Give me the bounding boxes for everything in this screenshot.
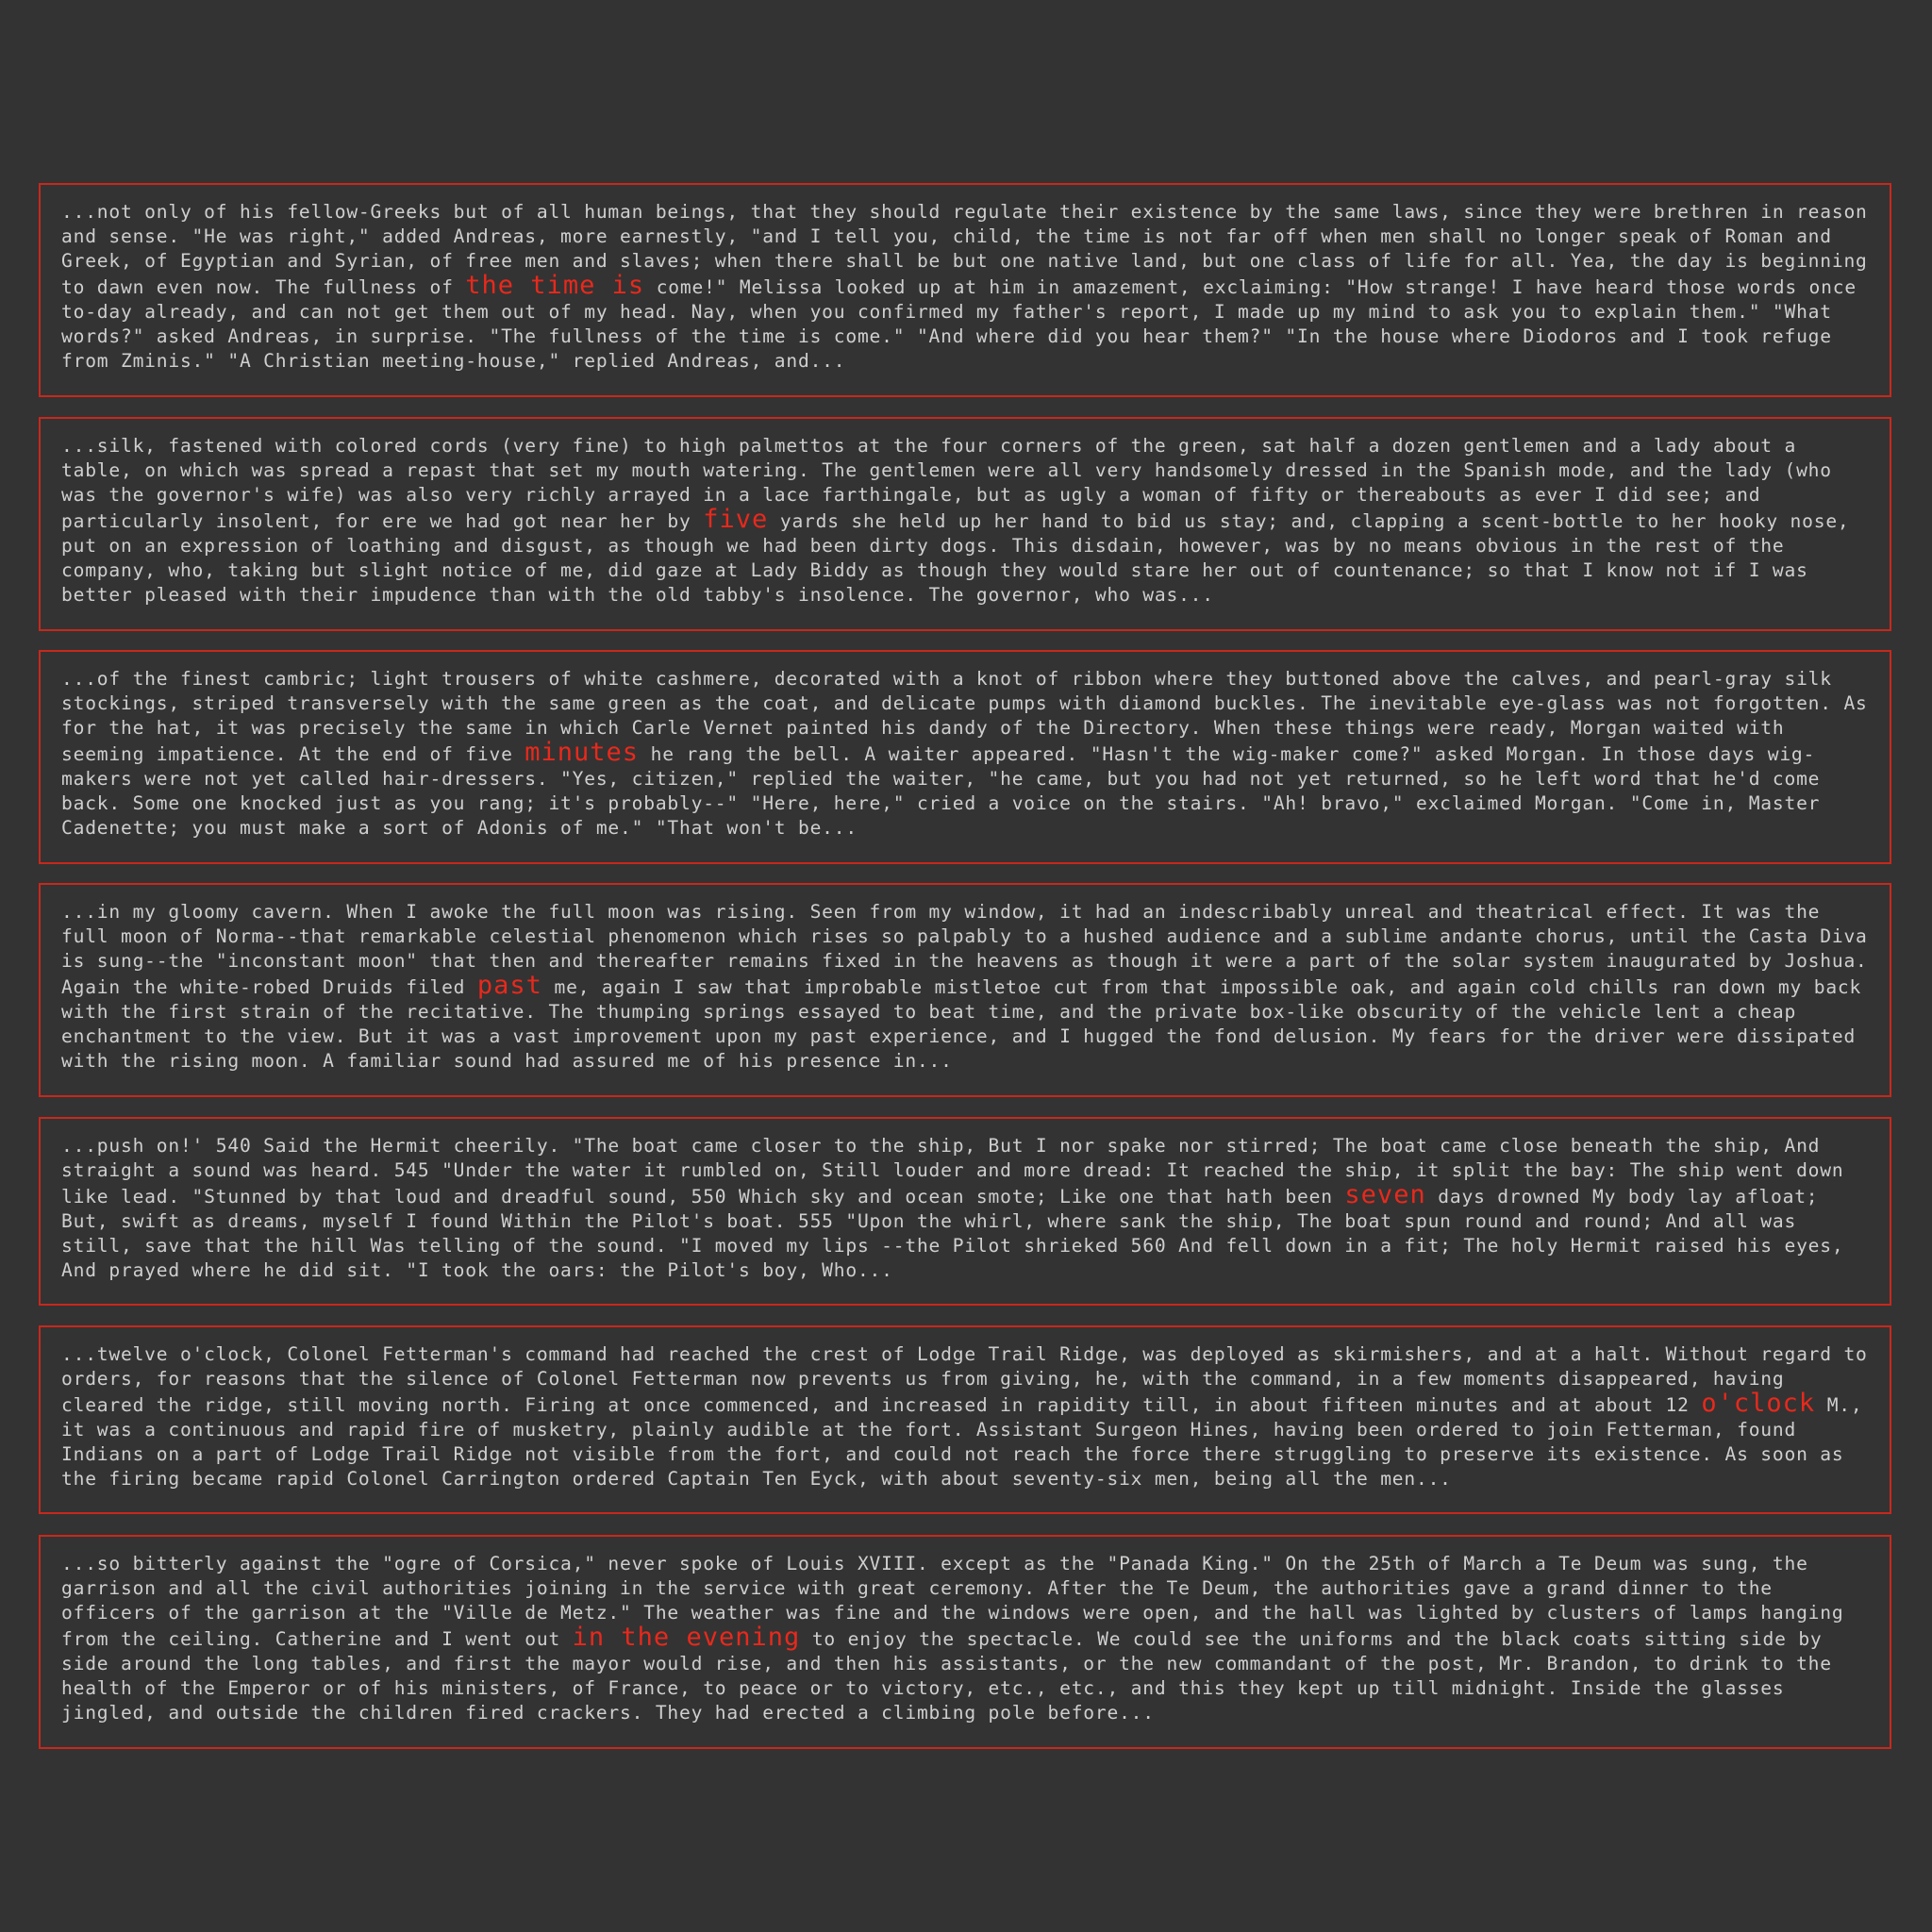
passage-text-after: he rang the bell. A waiter appeared. "Hasn't the wig-maker come?" asked Morgan. In those days wig-makers were not yet called hair-dressers. "Yes, citizen," replied the waiter, "he came, but you had not yet returned, so he left word that he'd come back. Some one knocked just as you rang; it's probably--" "Here, here," cried a voice on the stairs. "Ah! bravo," exclaimed Morgan. "Come in, Master Cadenette; you must make a sort of Adonis of me." "That won't be... xyxy=(61,743,1821,839)
passage-4 xyxy=(39,883,1891,1097)
passage-text-after: M., it was a continuous and rapid fire of musketry, plainly audible at the fort. Assistant Surgeon Hines, having been ordered to join Fetterman, found Indians on a part of Lodge Trail Ridge not visible from the fort, and could not reach the force there struggling to preserve its existence. As soon as the firing became rapid Colonel Carrington ordered Captain Ten Eyck, with about seventy-six men, being all the men... xyxy=(61,1394,1863,1490)
passage-text-before: ...of the finest cambric; light trousers of white cashmere, decorated with a knot of ribbon where they buttoned above the calves, and pearl-gray silk stockings, striped transversely with the same green as the coat, and delicate pumps with diamond buckles. The inevitable eye-glass was not forgotten. As for the hat, it was precisely the same in which Carle Vernet painted his dandy of the Directory. When these things were ready, Morgan waited with seeming impatience. At the end of five xyxy=(61,668,1868,765)
passage-text-before: ...silk, fastened with colored cords (very fine) to high palmettos at the four corners of the green, sat half a dozen gentlemen and a lady about a table, on which was spread a repast that set my mouth watering. The gentlemen were all very handsomely dressed in the Spanish mode, and the lady (who was the governor's wife) was also very richly arrayed in a lace farthingale, but as ugly a woman of fifty or thereabouts as ever I did see; and particularly insolent, for ere we had got near her by xyxy=(61,435,1832,532)
highlighted-phrase: past xyxy=(476,971,542,1000)
passage-text-after: yards she held up her hand to bid us stay; and, clapping a scent-bottle to her hooky nose, put on an expression of loathing and disgust, as though we had been dirty dogs. This disdain, however, was by no means obvious in the rest of the company, who, taking but slight notice of me, did gaze at Lady Biddy as though they would stare her out of countenance; so that I know not if I was better pleased with their impudence than with the old tabby's insolence. The governor, who was... xyxy=(61,510,1850,606)
highlighted-phrase: in the evening xyxy=(572,1623,801,1652)
passage-text-before: ...so bitterly against the "ogre of Corsica," never spoke of Louis XVIII. except as the "Panada King." On the 25th of March a Te Deum was sung, the garrison and all the civil authorities joining in the service with great ceremony. After the Te Deum, the authorities gave a grand dinner to the officers of the garrison at the "Ville de Metz." The weather was fine and the windows were open, and the hall was lighted by clusters of lamps hanging from the ceiling. Catherine and I went out xyxy=(61,1553,1844,1650)
passage-text-before: ...twelve o'clock, Colonel Fetterman's command had reached the crest of Lodge Trail Ridge, was deployed as skirmishers, and at a halt. Without regard to orders, for reasons that the silence of Colonel Fetterman now prevents us from giving, he, with the command, in a few moments disappeared, having cleared the ridge, still moving north. Firing at once commenced, and increased in rapidity till, in about fifteen minutes and at about 12 xyxy=(61,1343,1868,1416)
passage-text-after: me, again I saw that improbable mistletoe cut from that impossible oak, and again cold chills ran down my back with the first strain of the recitative. The thumping springs essayed to beat time, and the private box-like obscurity of the vehicle lent a cheap enchantment to the view. But it was a vast improvement upon my past experience, and I hugged the fond delusion. My fears for the driver were dissipated with the rising moon. A familiar sound had assured me of his presence in... xyxy=(61,976,1862,1072)
passage-1 xyxy=(39,183,1891,397)
highlighted-phrase: seven xyxy=(1344,1180,1426,1209)
passage-text-after: to enjoy the spectacle. We could see the uniforms and the black coats sitting side by side around the long tables, and first the mayor would rise, and then his assistants, or the new commandant of the post, Mr. Brandon, to drink to the health of the Emperor or of his ministers, of France, to peace or to victory, etc., etc., and this they kept up till midnight. Inside the glasses jingled, and outside the children fired crackers. They had erected a climbing pole before... xyxy=(61,1628,1832,1724)
passage-3 xyxy=(39,650,1891,864)
passage-text-after: days drowned My body lay afloat; But, swift as dreams, myself I found Within the Pilot's boat. 555 "Upon the whirl, where sank the ship, The boat spun round and round; And all was still, save that the hill Was telling of the sound. "I moved my lips --the Pilot shrieked 560 And fell down in a fit; The holy Hermit raised his eyes, And prayed where he did sit. "I took the oars: the Pilot's boy, Who... xyxy=(61,1186,1844,1281)
highlighted-phrase: o'clock xyxy=(1701,1389,1816,1418)
highlighted-phrase: five xyxy=(703,505,769,534)
passage-text-after: come!" Melissa looked up at him in amazement, exclaiming: "How strange! I have heard those words once to-day already, and can not get them out of my head. Nay, when you confirmed my father's report, I made up my mind to ask you to explain them." "What words?" asked Andreas, in surprise. "The fullness of the time is come." "And where did you hear them?" "In the house where Diodoros and I took refuge from Zminis." "A Christian meeting-house," replied Andreas, and... xyxy=(61,276,1857,372)
passage-text-before: ...not only of his fellow-Greeks but of all human beings, that they should regulate their existence by the same laws, since they were brethren in reason and sense. "He was right," added Andreas, more earnestly, "and I tell you, child, the time is not far off when men shall no longer speak of Roman and Greek, of Egyptian and Syrian, of free men and slaves; when there shall be but one native land, but one class of life for all. Yea, the day is beginning to dawn even now. The fullness of xyxy=(61,201,1868,298)
passage-text-before: ...push on!' 540 Said the Hermit cheerily. "The boat came closer to the ship, But I nor spake nor stirred; The boat came close beneath the ship, And straight a sound was heard. 545 "Under the water it rumbled on, Still louder and more dread: It reached the ship, it split the bay: The ship went down like lead. "Stunned by that loud and dreadful sound, 550 Which sky and ocean smote; Like one that hath been xyxy=(61,1135,1844,1208)
passage-6 xyxy=(39,1325,1891,1514)
highlighted-phrase: the time is xyxy=(465,271,645,300)
passage-2 xyxy=(39,417,1891,631)
highlighted-phrase: minutes xyxy=(525,738,640,767)
passage-text-before: ...in my gloomy cavern. When I awoke the full moon was rising. Seen from my window, it had an indescribably unreal and theatrical effect. It was the full moon of Norma--that remarkable celestial phenomenon which rises so palpably to a hushed audience and a sublime andante chorus, until the Casta Diva is sung--the "inconstant moon" that then and thereafter remains fixed in the heavens as though it were a part of the solar system inaugurated by Joshua. Again the white-robed Druids filed xyxy=(61,901,1868,998)
passage-5 xyxy=(39,1117,1891,1306)
passage-7 xyxy=(39,1535,1891,1749)
